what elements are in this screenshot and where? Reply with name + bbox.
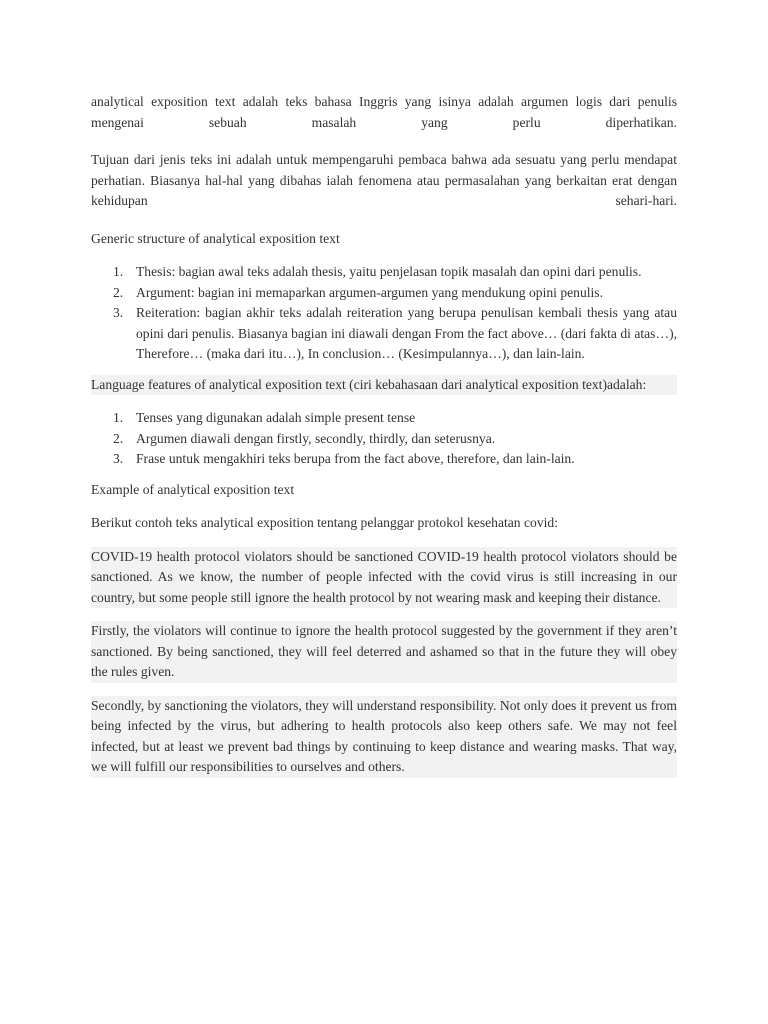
list-item-text: Thesis: bagian awal teks adalah thesis, yaitu penjelasan topik masalah dan opini dari penulis. xyxy=(136,264,642,279)
list-item-text: Frase untuk mengakhiri teks berupa from the fact above, therefore, dan lain-lain. xyxy=(136,451,575,466)
example-paragraph-2: Firstly, the violators will continue to ignore the health protocol suggested by the government if they aren’t sanctioned. By being sanctioned, they will feel deterred and ashamed so that in the future they will obey the rules given. xyxy=(91,621,677,683)
list-item-text: Reiteration: bagian akhir teks adalah reiteration yang berupa penulisan kembali thesis yang atau opini dari penulis. Biasanya bagian ini diawali dengan From the fact above… (dari fakta di atas…), Therefore… (maka dari itu…), In conclusion… (Kesimpulannya…), dan lain-lain. xyxy=(136,305,677,361)
structure-list xyxy=(91,262,677,365)
structure-heading: Generic structure of analytical exposition text xyxy=(91,230,340,246)
document-page xyxy=(91,92,677,778)
intro-paragraph: analytical exposition text adalah teks bahasa Inggris yang isinya adalah argumen logis dari penulis mengenai sebuah masalah yang perlu diperhatikan. xyxy=(91,94,677,130)
list-item xyxy=(91,262,677,283)
list-item-number: 1. xyxy=(113,264,124,279)
list-item xyxy=(91,449,677,470)
example-heading: Example of analytical exposition text xyxy=(91,481,295,497)
list-item-text: Argumen diawali dengan firstly, secondly, thirdly, dan seterusnya. xyxy=(136,430,496,446)
list-item-number: 3. xyxy=(113,305,124,320)
list-item xyxy=(91,303,677,365)
list-item-number: 3. xyxy=(113,451,124,466)
example-paragraph-1: COVID-19 health protocol violators should be sanctioned COVID-19 health protocol violators should be sanctioned. As we know, the number of people infected with the covid virus is still increasing in our country, but some people still ignore the health protocol by not wearing mask and keeping their distance. xyxy=(91,547,677,609)
list-item-number: 1. xyxy=(113,410,124,425)
list-item xyxy=(91,429,677,450)
list-item xyxy=(91,408,677,429)
list-item-text: Tenses yang digunakan adalah simple present tense xyxy=(136,410,416,425)
language-heading: Language features of analytical exposition text (ciri kebahasaan dari analytical exposition text)adalah: xyxy=(91,375,677,396)
example-paragraph-3: Secondly, by sanctioning the violators, they will understand responsibility. Not only does it prevent us from being infected by the virus, but adhering to health protocols also keep others safe. We may not feel infected, but at least we prevent bad things by continuing to keep distance and wearing masks. That way, we will fulfill our responsibilities to ourselves and others. xyxy=(91,696,677,778)
list-item-number: 2. xyxy=(113,284,124,300)
purpose-paragraph: Tujuan dari jenis teks ini adalah untuk mempengaruhi pembaca bahwa ada sesuatu yang perlu mendapat perhatian. Biasanya hal-hal yang dibahas ialah fenomena atau permasalahan yang berkaitan erat dengan kehidupan sehari-hari. xyxy=(91,152,677,208)
list-item-text: Argument: bagian ini memaparkan argumen-argumen yang mendukung opini penulis. xyxy=(136,284,603,300)
example-intro: Berikut contoh teks analytical exposition tentang pelanggar protokol kesehatan covid: xyxy=(91,515,558,530)
list-item xyxy=(91,283,677,304)
language-list xyxy=(91,408,677,470)
list-item-number: 2. xyxy=(113,430,124,446)
